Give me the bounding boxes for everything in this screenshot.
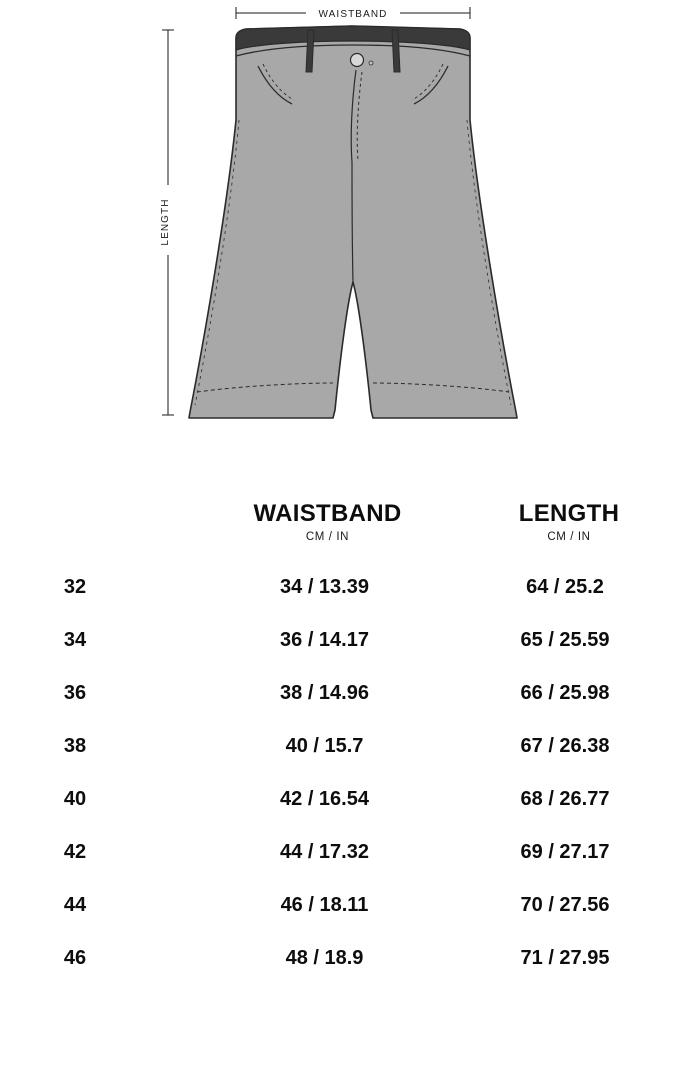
table-row [0, 614, 693, 667]
row-length: 67 / 26.38 [520, 735, 610, 757]
row-size: 40 [63, 788, 87, 810]
measurements-table [0, 500, 693, 985]
row-length: 69 / 27.17 [520, 841, 610, 863]
row-size: 44 [63, 894, 87, 916]
row-size: 34 [63, 629, 87, 651]
waistband-dimension-line [236, 7, 470, 20]
table-header-row [0, 500, 693, 530]
table-row [0, 561, 693, 614]
row-length: 66 / 25.98 [520, 682, 610, 704]
row-size: 46 [63, 947, 87, 969]
row-waistband: 40 / 15.7 [285, 735, 364, 757]
table-row [0, 826, 693, 879]
button-detail [351, 54, 364, 67]
table-row [0, 932, 693, 985]
table-row [0, 879, 693, 932]
row-size: 36 [63, 682, 87, 704]
row-size: 32 [63, 576, 87, 598]
table-row [0, 773, 693, 826]
unit-size [0, 530, 210, 561]
unit-waistband: CM / IN [305, 531, 350, 543]
row-waistband: 44 / 17.32 [280, 841, 369, 863]
unit-length: CM / IN [547, 531, 591, 543]
row-length: 64 / 25.2 [526, 576, 604, 598]
row-size: 42 [63, 841, 87, 863]
row-waistband: 46 / 18.11 [280, 894, 369, 916]
row-length: 65 / 25.59 [520, 629, 610, 651]
header-waistband: WAISTBAND [253, 500, 402, 527]
shorts-body [189, 26, 517, 418]
row-length: 71 / 27.95 [520, 947, 610, 969]
table-row [0, 667, 693, 720]
length-dimension-label: LENGTH [160, 198, 171, 246]
shorts-technical-drawing [0, 0, 693, 470]
length-dimension-line [160, 30, 174, 415]
garment-diagram [0, 0, 693, 470]
row-waistband: 48 / 18.9 [285, 947, 364, 969]
row-length: 68 / 26.77 [520, 788, 610, 810]
row-size: 38 [63, 735, 87, 757]
row-waistband: 38 / 14.96 [280, 682, 369, 704]
row-waistband: 36 / 14.17 [280, 629, 369, 651]
size-chart-table [0, 500, 693, 985]
header-length: LENGTH [518, 500, 620, 527]
table-units-row [0, 530, 693, 561]
row-length: 70 / 27.56 [520, 894, 610, 916]
header-size [0, 500, 210, 530]
waistband-dimension-label: WAISTBAND [318, 9, 388, 20]
row-waistband: 42 / 16.54 [280, 788, 369, 810]
row-waistband: 34 / 13.39 [280, 576, 369, 598]
table-row [0, 720, 693, 773]
